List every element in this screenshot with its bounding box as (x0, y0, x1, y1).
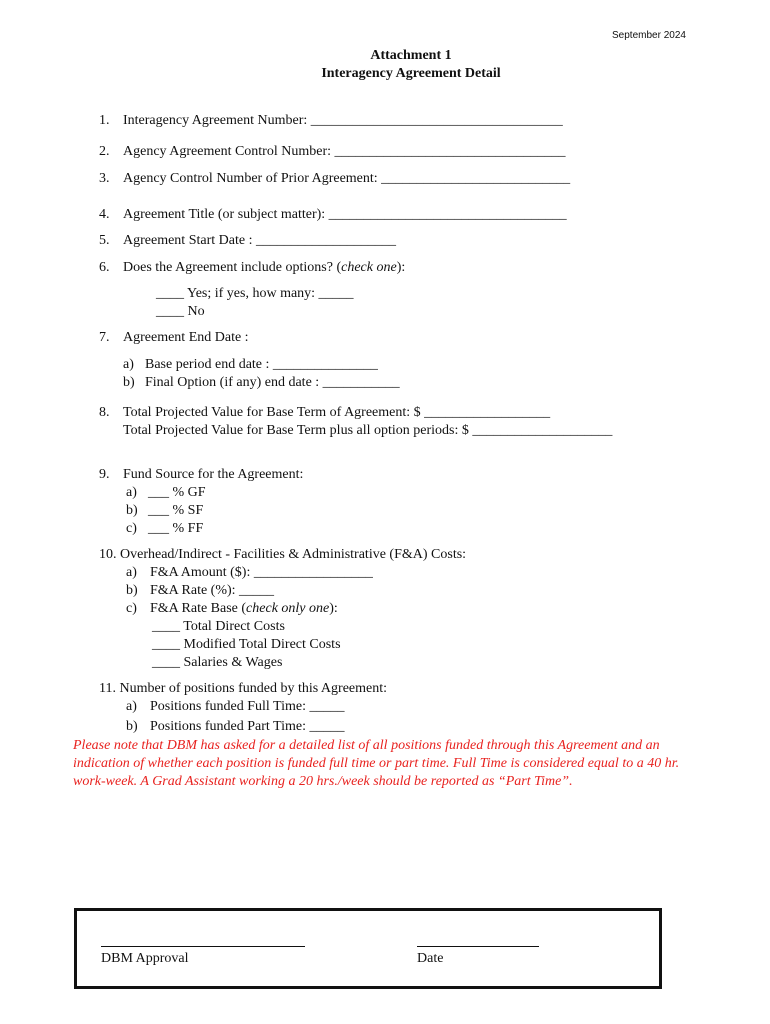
sub-item-fa-rate-base (126, 601, 338, 617)
document-subtitle: Interagency Agreement Detail (321, 66, 501, 81)
item-number: 8. (99, 405, 110, 420)
item-number: 1. (99, 113, 110, 128)
item-control-number (99, 144, 566, 160)
item-text: Agency Control Number of Prior Agreement: ___________________________ (123, 171, 571, 186)
sub-item-text: F&A Rate (%): _____ (150, 583, 275, 598)
sub-item-label: b) (126, 719, 138, 734)
item-text: Overhead/Indirect - Facilities & Administrative (F&A) Costs: (120, 547, 467, 562)
sub-item-label: c) (126, 521, 137, 536)
option-modified-direct-costs: ____ Modified Total Direct Costs (152, 637, 341, 652)
positions-note: Please note that DBM has asked for a detailed list of all positions funded through this Agreement and an indication of whether each position is funded full time or part time. Full Time is considered equal to a 40 hr. work-week. A Grad Assistant working a 20 hrs./week should be reported as “Part Time”. (73, 738, 680, 789)
approval-label: DBM Approval (101, 951, 189, 966)
item-prior-control-number (99, 171, 570, 187)
sub-item-gf (126, 485, 206, 501)
sub-item-text: ): (329, 601, 338, 616)
sub-item-text: Positions funded Part Time: _____ (150, 719, 345, 734)
option-no: ____ No (156, 304, 205, 319)
item-text: Total Projected Value for Base Term of Agreement: $ __________________ (123, 405, 551, 420)
sub-item-ff (126, 521, 203, 537)
sub-item-label: a) (126, 565, 137, 580)
sub-item-text: F&A Rate Base ( (150, 601, 247, 616)
item-number: 3. (99, 171, 110, 186)
sub-item-text: Final Option (if any) end date : ___________ (145, 375, 400, 390)
sub-item-text-emphasis: check only one (246, 601, 330, 616)
document-date: September 2024 (612, 30, 686, 41)
sub-item-label: a) (126, 699, 137, 714)
option-salaries-wages: ____ Salaries & Wages (152, 655, 283, 670)
sub-item-label: b) (126, 583, 138, 598)
item-text: Agreement End Date : (123, 330, 249, 345)
item-number: 11. (99, 681, 116, 696)
item-text: Agreement Start Date : ____________________ (123, 233, 396, 248)
sub-item-sf (126, 503, 203, 519)
item-number: 9. (99, 467, 110, 482)
item-text-emphasis: check one (341, 260, 397, 275)
item-agreement-number (99, 113, 563, 129)
item-positions (99, 681, 387, 697)
item-fund-source (99, 467, 303, 483)
item-text: Fund Source for the Agreement: (123, 467, 304, 482)
sub-item-label: b) (126, 503, 138, 518)
document-title: Attachment 1 (370, 48, 452, 63)
date-label: Date (417, 951, 444, 966)
sub-item-part-time (126, 719, 344, 735)
item-overhead (99, 547, 466, 563)
sub-item-label: a) (126, 485, 137, 500)
sub-item-text: ___ % GF (148, 485, 206, 500)
option-yes: ____ Yes; if yes, how many: _____ (156, 286, 354, 301)
option-total-direct-costs: ____ Total Direct Costs (152, 619, 285, 634)
sub-item-label: b) (123, 375, 135, 390)
item-total-value-options: Total Projected Value for Base Term plus all option periods: $ ____________________ (123, 423, 613, 438)
item-text: ): (396, 260, 406, 275)
item-number: 5. (99, 233, 110, 248)
sub-item-final-option (123, 375, 400, 391)
item-number: 7. (99, 330, 110, 345)
sub-item-label: c) (126, 601, 137, 616)
date-signature-line (417, 946, 539, 947)
sub-item-text: ___ % SF (148, 503, 204, 518)
signature-box (74, 908, 662, 989)
sub-item-full-time (126, 699, 344, 715)
sub-item-label: a) (123, 357, 134, 372)
sub-item-base-period (123, 357, 378, 373)
item-number: 2. (99, 144, 110, 159)
item-number: 6. (99, 260, 110, 275)
item-text: Agency Agreement Control Number: _________________________________ (123, 144, 566, 159)
sub-item-text: F&A Amount ($): _________________ (150, 565, 373, 580)
sub-item-fa-amount (126, 565, 373, 581)
item-text: Interagency Agreement Number: ____________________________________ (123, 113, 563, 128)
item-start-date (99, 233, 396, 249)
item-text: Agreement Title (or subject matter): __________________________________ (123, 207, 567, 222)
sub-item-fa-rate (126, 583, 274, 599)
item-number: 4. (99, 207, 110, 222)
sub-item-text: Positions funded Full Time: _____ (150, 699, 345, 714)
item-total-value (99, 405, 550, 421)
approval-signature-line (101, 946, 305, 947)
item-number: 10. (99, 547, 117, 562)
item-text: Does the Agreement include options? ( (123, 260, 342, 275)
item-options (99, 260, 405, 276)
item-text: Number of positions funded by this Agreement: (119, 681, 388, 696)
sub-item-text: ___ % FF (148, 521, 204, 536)
sub-item-text: Base period end date : _______________ (145, 357, 378, 372)
item-agreement-title (99, 207, 567, 223)
item-end-date (99, 330, 249, 346)
